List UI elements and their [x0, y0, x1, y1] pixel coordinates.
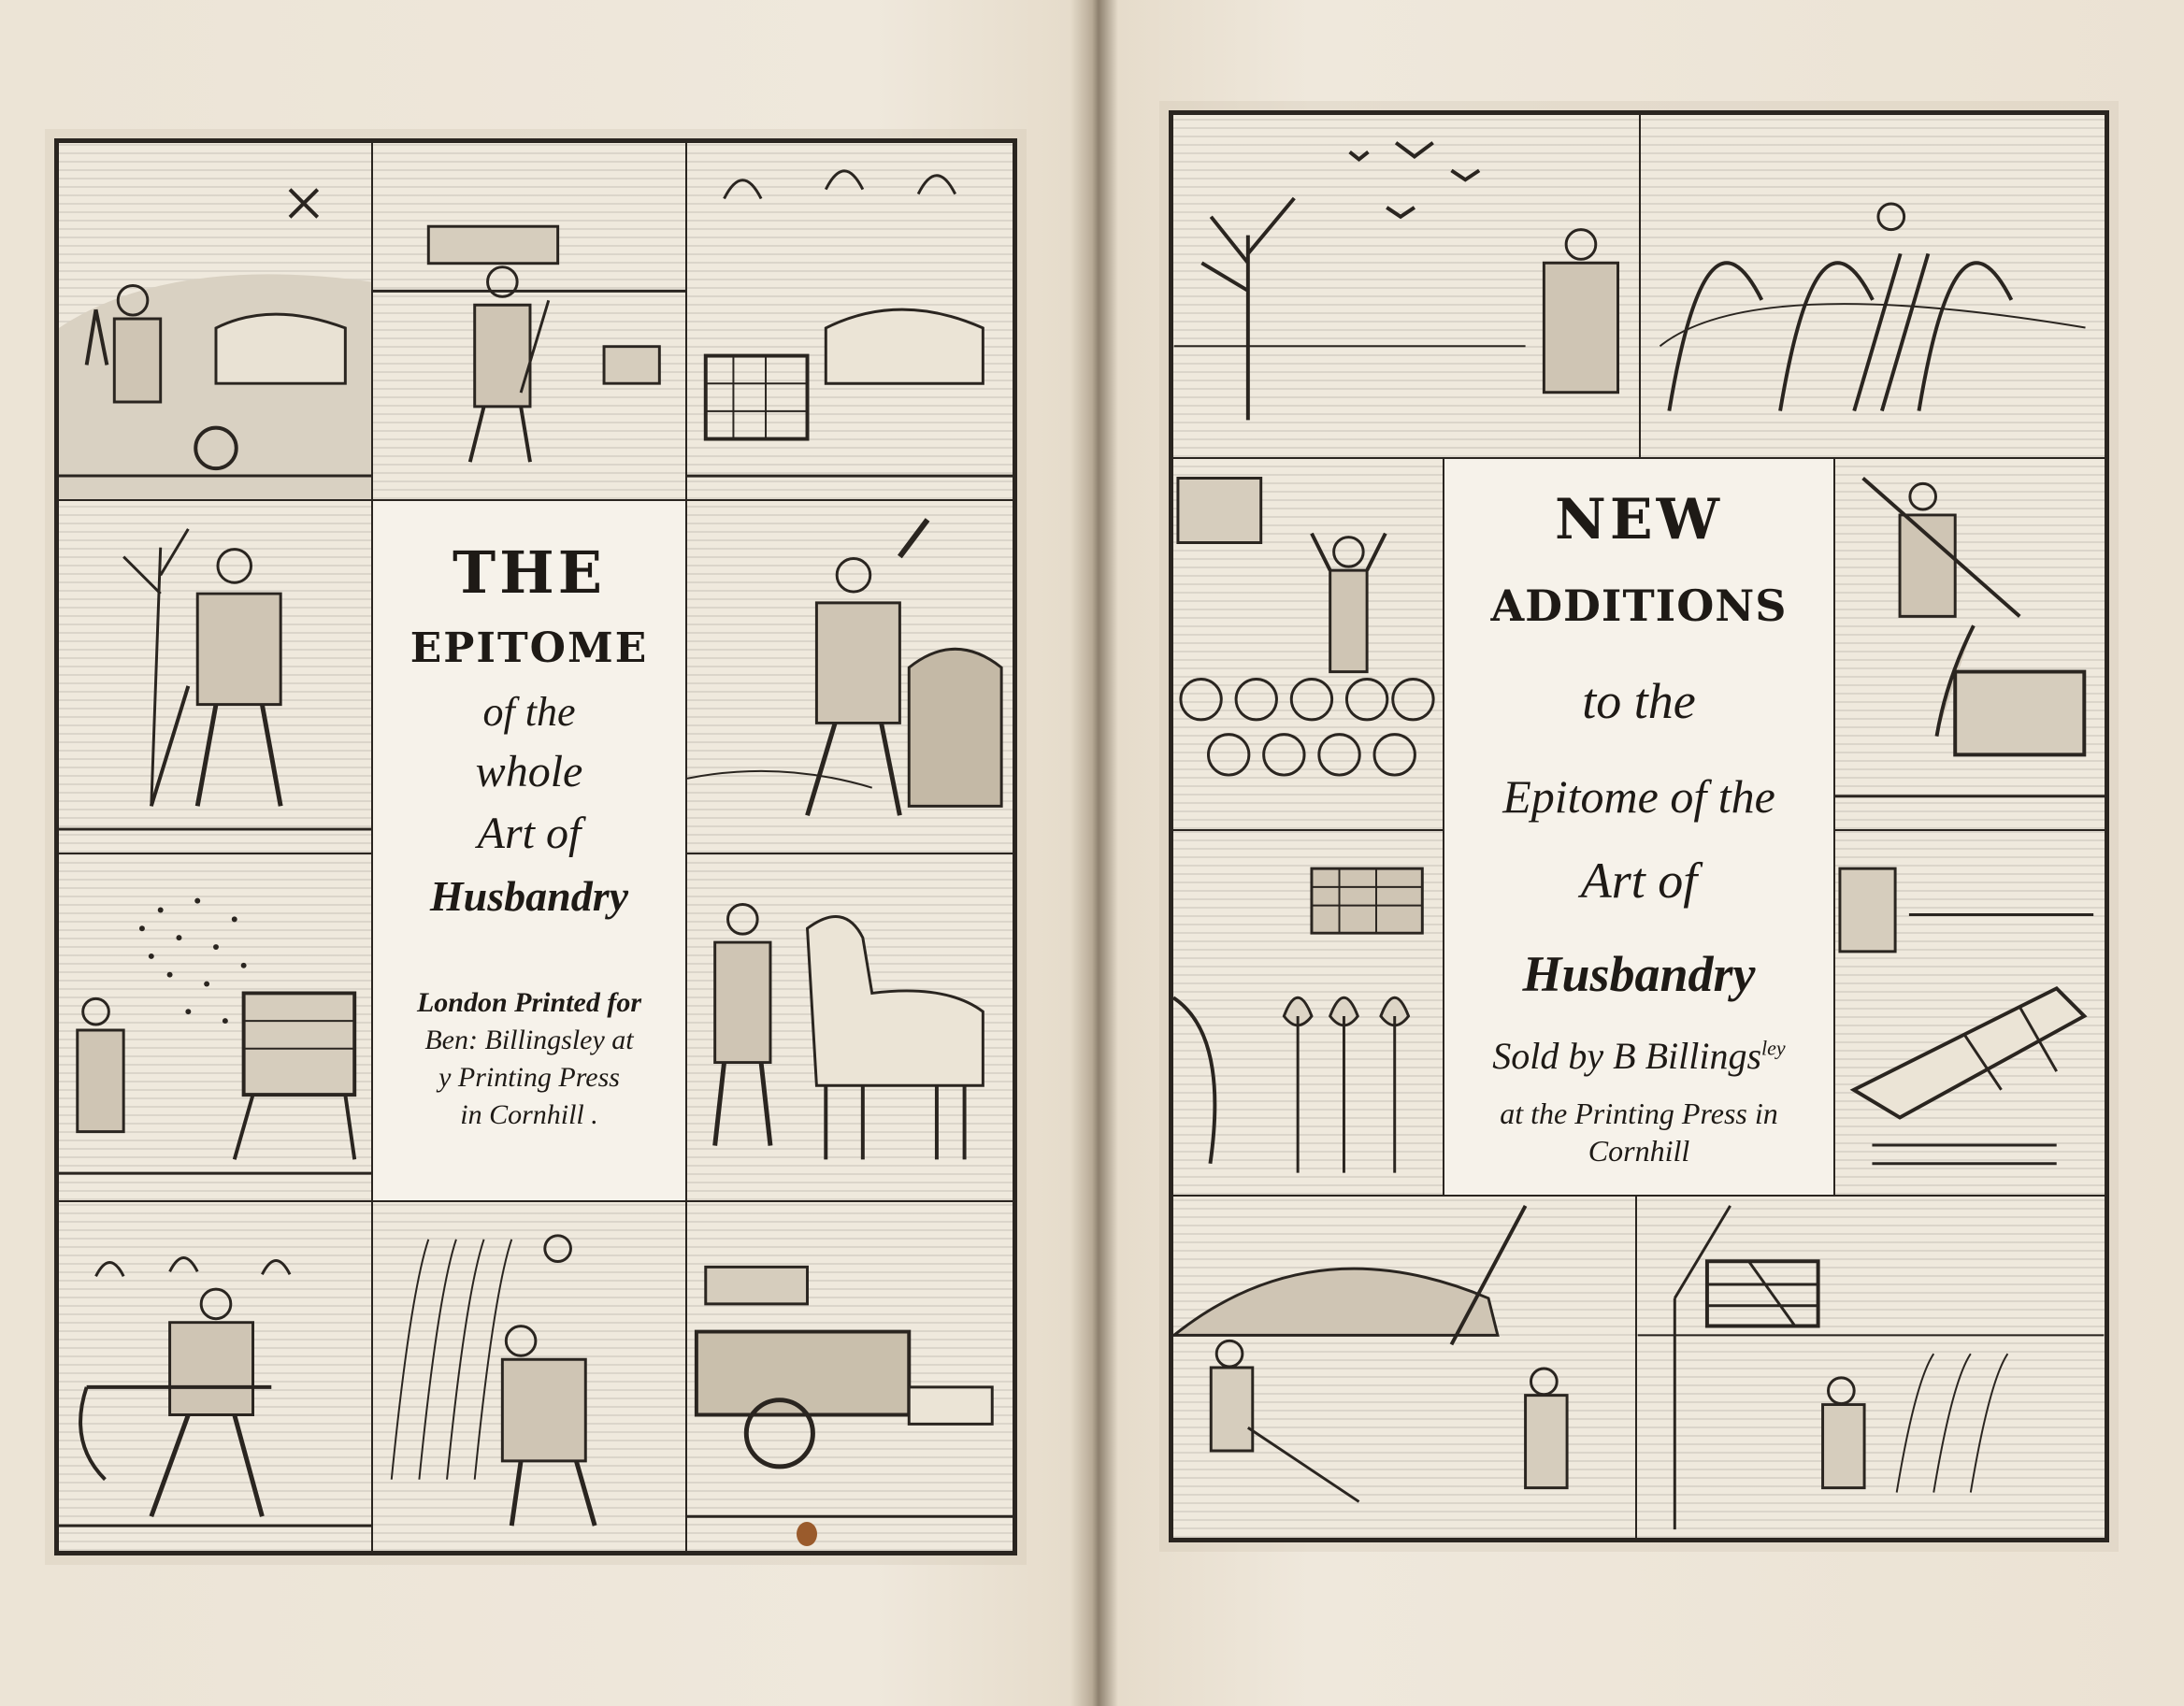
- title-of-the: of the: [482, 689, 576, 735]
- title-art-of: Art of: [477, 809, 582, 858]
- imprint-line-3: Cornhill: [1588, 1134, 1690, 1168]
- right-engraved-plate: [1169, 110, 2109, 1542]
- title-whole: whole: [475, 747, 583, 796]
- title-epitome-of-the: Epitome of the: [1502, 770, 1775, 823]
- title-art-of: Art of: [1580, 853, 1698, 909]
- vignette-bees: [57, 853, 373, 1202]
- right-title-panel: [1443, 457, 1835, 1197]
- imprint-line-4: in Cornhill .: [460, 1099, 598, 1130]
- vignette-ploughing: [57, 141, 373, 501]
- vignette-cattle: [685, 853, 1014, 1202]
- vignette-tulips: [1171, 829, 1444, 1197]
- vignette-fowling-net: [1171, 1195, 1637, 1540]
- ink-blot: [797, 1522, 817, 1546]
- vignette-watering: [1833, 457, 2106, 831]
- title-the: THE: [453, 538, 606, 607]
- title-husbandry: Husbandry: [429, 872, 629, 920]
- vignette-pruning: [1639, 113, 2106, 459]
- vignette-garden-scarecrow: [1171, 457, 1444, 831]
- vignette-mowing: [57, 1200, 373, 1553]
- vignette-birds-scaring: [1171, 113, 1641, 459]
- title-epitome: EPITOME: [410, 624, 649, 672]
- vignette-planting-tree: [57, 499, 373, 854]
- title-to-the: to the: [1582, 673, 1696, 729]
- imprint-sold-by-superscript: ley: [1761, 1036, 1786, 1060]
- vignette-hedging: [685, 499, 1014, 854]
- imprint-line-2: at the Printing Press in: [1500, 1097, 1778, 1130]
- vignette-hotbed: [1833, 829, 2106, 1197]
- imprint-line-1: [1444, 1034, 1833, 1078]
- left-page: [0, 0, 1077, 1706]
- imprint-sold-by: Sold by B Billings: [1492, 1035, 1762, 1077]
- vignette-sowing: [371, 141, 687, 501]
- left-title-panel: [371, 499, 687, 1202]
- left-engraved-plate: [54, 138, 1017, 1555]
- title-new: NEW: [1555, 487, 1723, 552]
- right-page: [1094, 0, 2184, 1706]
- title-husbandry: Husbandry: [1522, 946, 1756, 1002]
- imprint-line-1: London Printed for: [416, 987, 642, 1018]
- vignette-harrowing: [685, 141, 1014, 501]
- imprint-line-2: Ben: Billingsley at: [424, 1025, 634, 1055]
- vignette-reaping: [371, 1200, 687, 1553]
- vignette-cart: [685, 1200, 1014, 1553]
- vignette-gate-field: [1635, 1195, 2106, 1540]
- imprint-line-3: y Printing Press: [438, 1062, 620, 1093]
- title-additions: ADDITIONS: [1490, 581, 1788, 631]
